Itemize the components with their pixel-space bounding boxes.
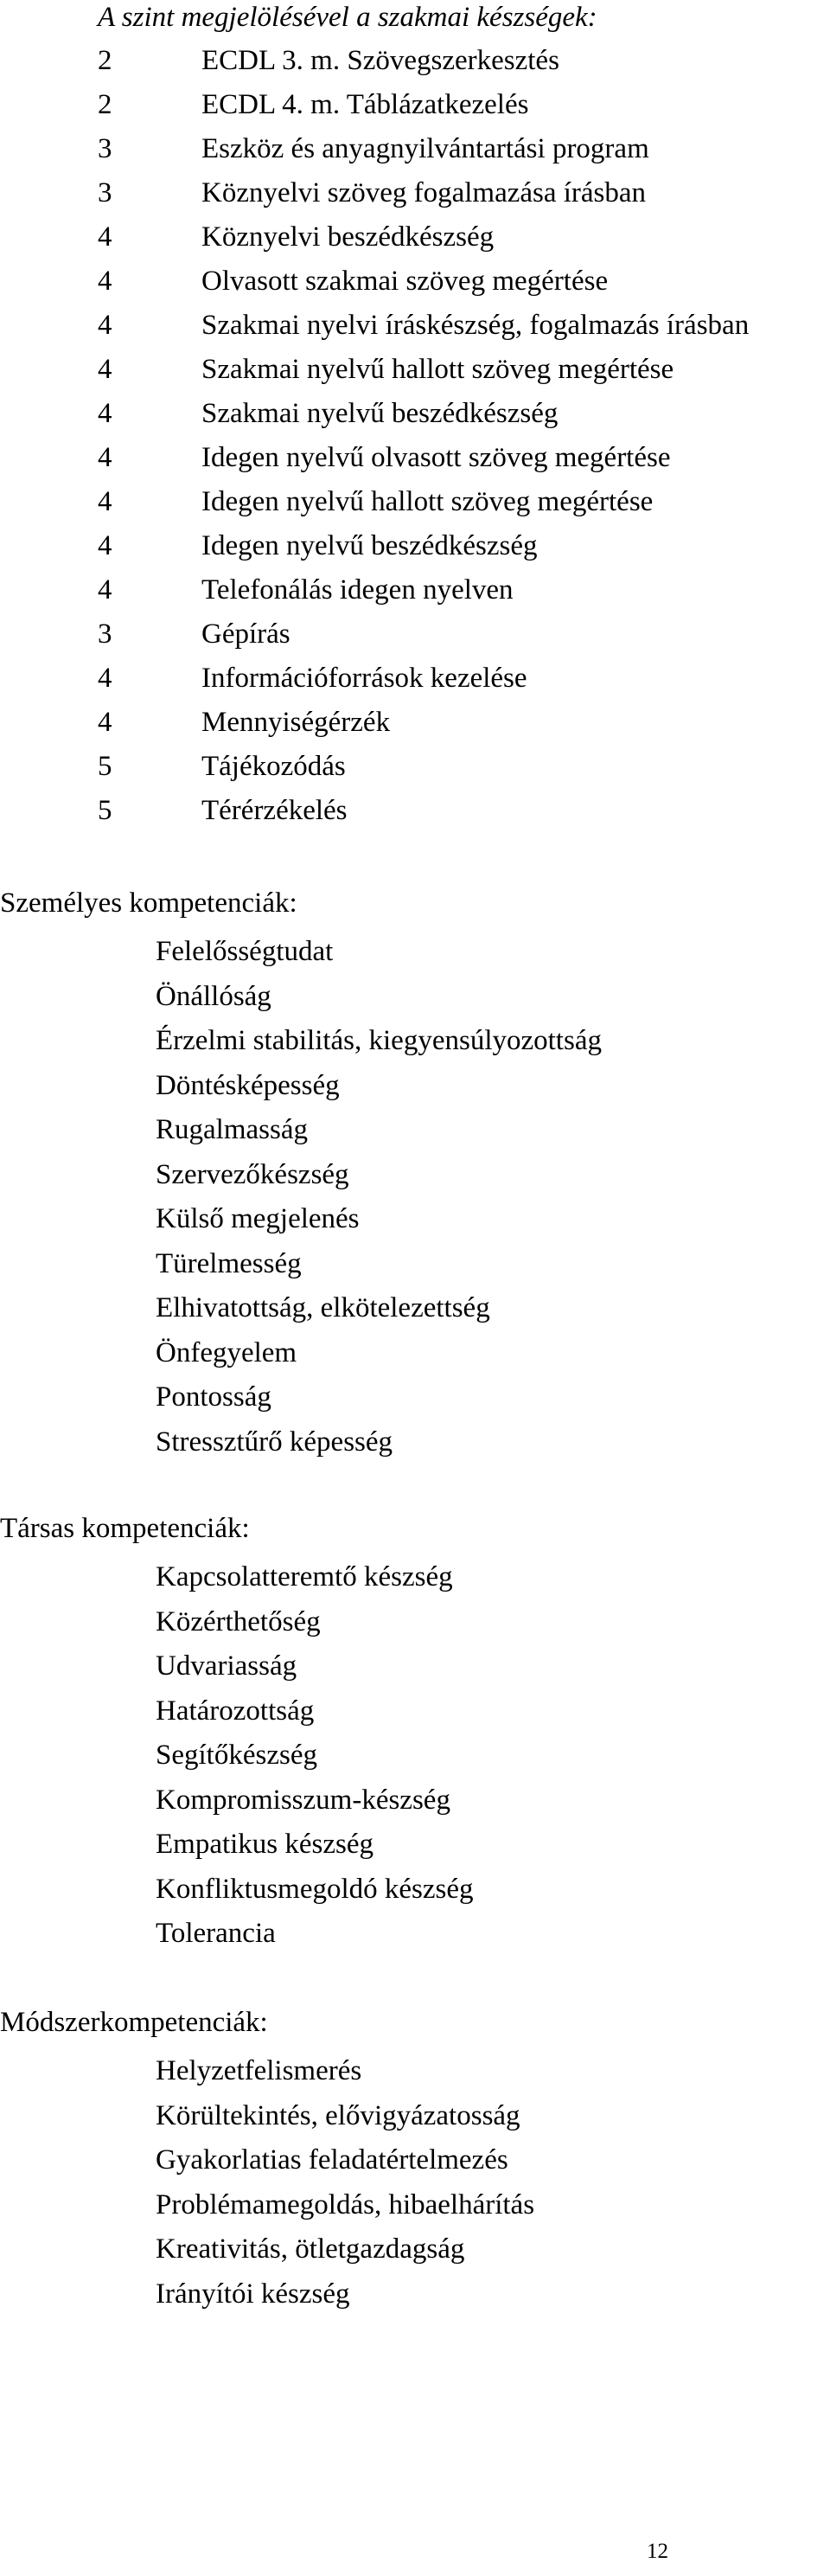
skill-level: 3 [98, 177, 112, 208]
skill-level: 3 [98, 133, 112, 164]
skill-level: 5 [98, 751, 112, 782]
list-item: Érzelmi stabilitás, kiegyensúlyozottság [156, 1025, 602, 1056]
list-item: Döntésképesség [156, 1069, 340, 1101]
skill-level: 2 [98, 89, 112, 120]
skill-row [0, 304, 749, 348]
skill-row [0, 480, 749, 524]
skill-row [0, 568, 749, 612]
skill-level: 4 [98, 221, 112, 253]
list-item: Kompromisszum-készség [156, 1784, 450, 1816]
skill-name: Köznyelvi beszédkészség [201, 221, 495, 253]
skill-level: 4 [98, 442, 112, 473]
personal-competencies-heading: Személyes kompetenciák: [0, 888, 297, 919]
skill-row [0, 215, 749, 260]
list-item: Irányítói készség [156, 2278, 350, 2310]
social-competencies-heading: Társas kompetenciák: [0, 1513, 250, 1544]
skill-name: Szakmai nyelvi íráskészség, fogalmazás írásban [201, 310, 750, 341]
list-item: Konfliktusmegoldó készség [156, 1873, 474, 1905]
list-item: Tolerancia [156, 1918, 276, 1949]
skill-row [0, 524, 749, 568]
list-item: Önfegyelem [156, 1336, 297, 1368]
skill-level: 4 [98, 530, 112, 561]
list-item: Problémamegoldás, hibaelhárítás [156, 2188, 535, 2220]
personal-competencies-list [0, 930, 602, 1464]
list-item: Felelősségtudat [156, 936, 334, 967]
skill-level: 4 [98, 398, 112, 429]
list-item: Gyakorlatias feladatértelmezés [156, 2144, 508, 2176]
page-number: 12 [647, 2540, 668, 2563]
skill-level: 4 [98, 574, 112, 606]
list-item: Pontosság [156, 1381, 271, 1413]
skill-level: 5 [98, 795, 112, 826]
skill-row [0, 436, 749, 480]
list-item: Körültekintés, elővigyázatosság [156, 2099, 520, 2131]
list-item: Elhivatottság, elkötelezettség [156, 1292, 490, 1323]
skill-level: 4 [98, 310, 112, 341]
skill-row [0, 745, 749, 789]
list-item: Empatikus készség [156, 1829, 374, 1860]
list-item: Külső megjelenés [156, 1203, 360, 1234]
method-competencies-heading: Módszerkompetenciák: [0, 2007, 268, 2038]
skill-row [0, 789, 749, 833]
personal-competencies-section [0, 886, 602, 1464]
social-competencies-section [0, 1511, 474, 1957]
skill-level: 2 [98, 45, 112, 76]
skill-name: Telefonálás idegen nyelven [201, 574, 514, 606]
skill-row [0, 701, 749, 745]
skill-level: 3 [98, 618, 112, 650]
list-item: Segítőkészség [156, 1740, 317, 1771]
list-item: Önállóság [156, 980, 271, 1012]
skill-name: ECDL 4. m. Táblázatkezelés [201, 89, 529, 120]
skill-row [0, 392, 749, 436]
list-item: Kreativitás, ötletgazdagság [156, 2233, 465, 2265]
list-item: Határozottság [156, 1695, 315, 1727]
list-item: Stressztűrő képesség [156, 1426, 393, 1458]
skill-level: 4 [98, 266, 112, 297]
skill-row [0, 612, 749, 657]
skill-name: Gépírás [201, 618, 290, 650]
skill-name: Idegen nyelvű beszédkészség [201, 530, 538, 561]
skill-name: Olvasott szakmai szöveg megértése [201, 266, 609, 297]
list-item: Helyzetfelismerés [156, 2055, 362, 2086]
skill-name: Köznyelvi szöveg fogalmazása írásban [201, 177, 647, 208]
skill-name: Tájékozódás [201, 751, 346, 782]
skill-name: Információforrások kezelése [201, 663, 527, 694]
skill-name: Szakmai nyelvű beszédkészség [201, 398, 559, 429]
method-competencies-list [0, 2049, 534, 2316]
skill-level: 4 [98, 486, 112, 517]
skills-list [0, 39, 749, 833]
list-item: Kapcsolatteremtő készség [156, 1561, 453, 1592]
skill-name: Mennyiségérzék [201, 707, 391, 738]
skill-name: Eszköz és anyagnyilvántartási program [201, 133, 649, 164]
skill-row [0, 348, 749, 392]
skill-level: 4 [98, 707, 112, 738]
skill-name: Szakmai nyelvű hallott szöveg megértése [201, 354, 674, 385]
skill-name: Idegen nyelvű hallott szöveg megértése [201, 486, 654, 517]
skill-name: ECDL 3. m. Szövegszerkesztés [201, 45, 559, 76]
list-item: Udvariasság [156, 1650, 297, 1682]
skill-row [0, 127, 749, 171]
method-competencies-section [0, 2005, 534, 2316]
skill-row [0, 657, 749, 701]
list-item: Türelmesség [156, 1247, 302, 1279]
list-item: Szervezőkészség [156, 1158, 349, 1190]
list-item: Közérthetőség [156, 1605, 321, 1637]
skills-heading: A szint megjelölésével a szakmai készségek: [98, 2, 597, 33]
skill-row [0, 260, 749, 304]
skill-level: 4 [98, 663, 112, 694]
skill-row [0, 39, 749, 83]
skill-name: Idegen nyelvű olvasott szöveg megértése [201, 442, 671, 473]
list-item: Rugalmasság [156, 1114, 308, 1145]
skill-row [0, 171, 749, 215]
social-competencies-list [0, 1555, 474, 1957]
skill-row [0, 83, 749, 127]
skill-name: Térérzékelés [201, 795, 348, 826]
skill-level: 4 [98, 354, 112, 385]
